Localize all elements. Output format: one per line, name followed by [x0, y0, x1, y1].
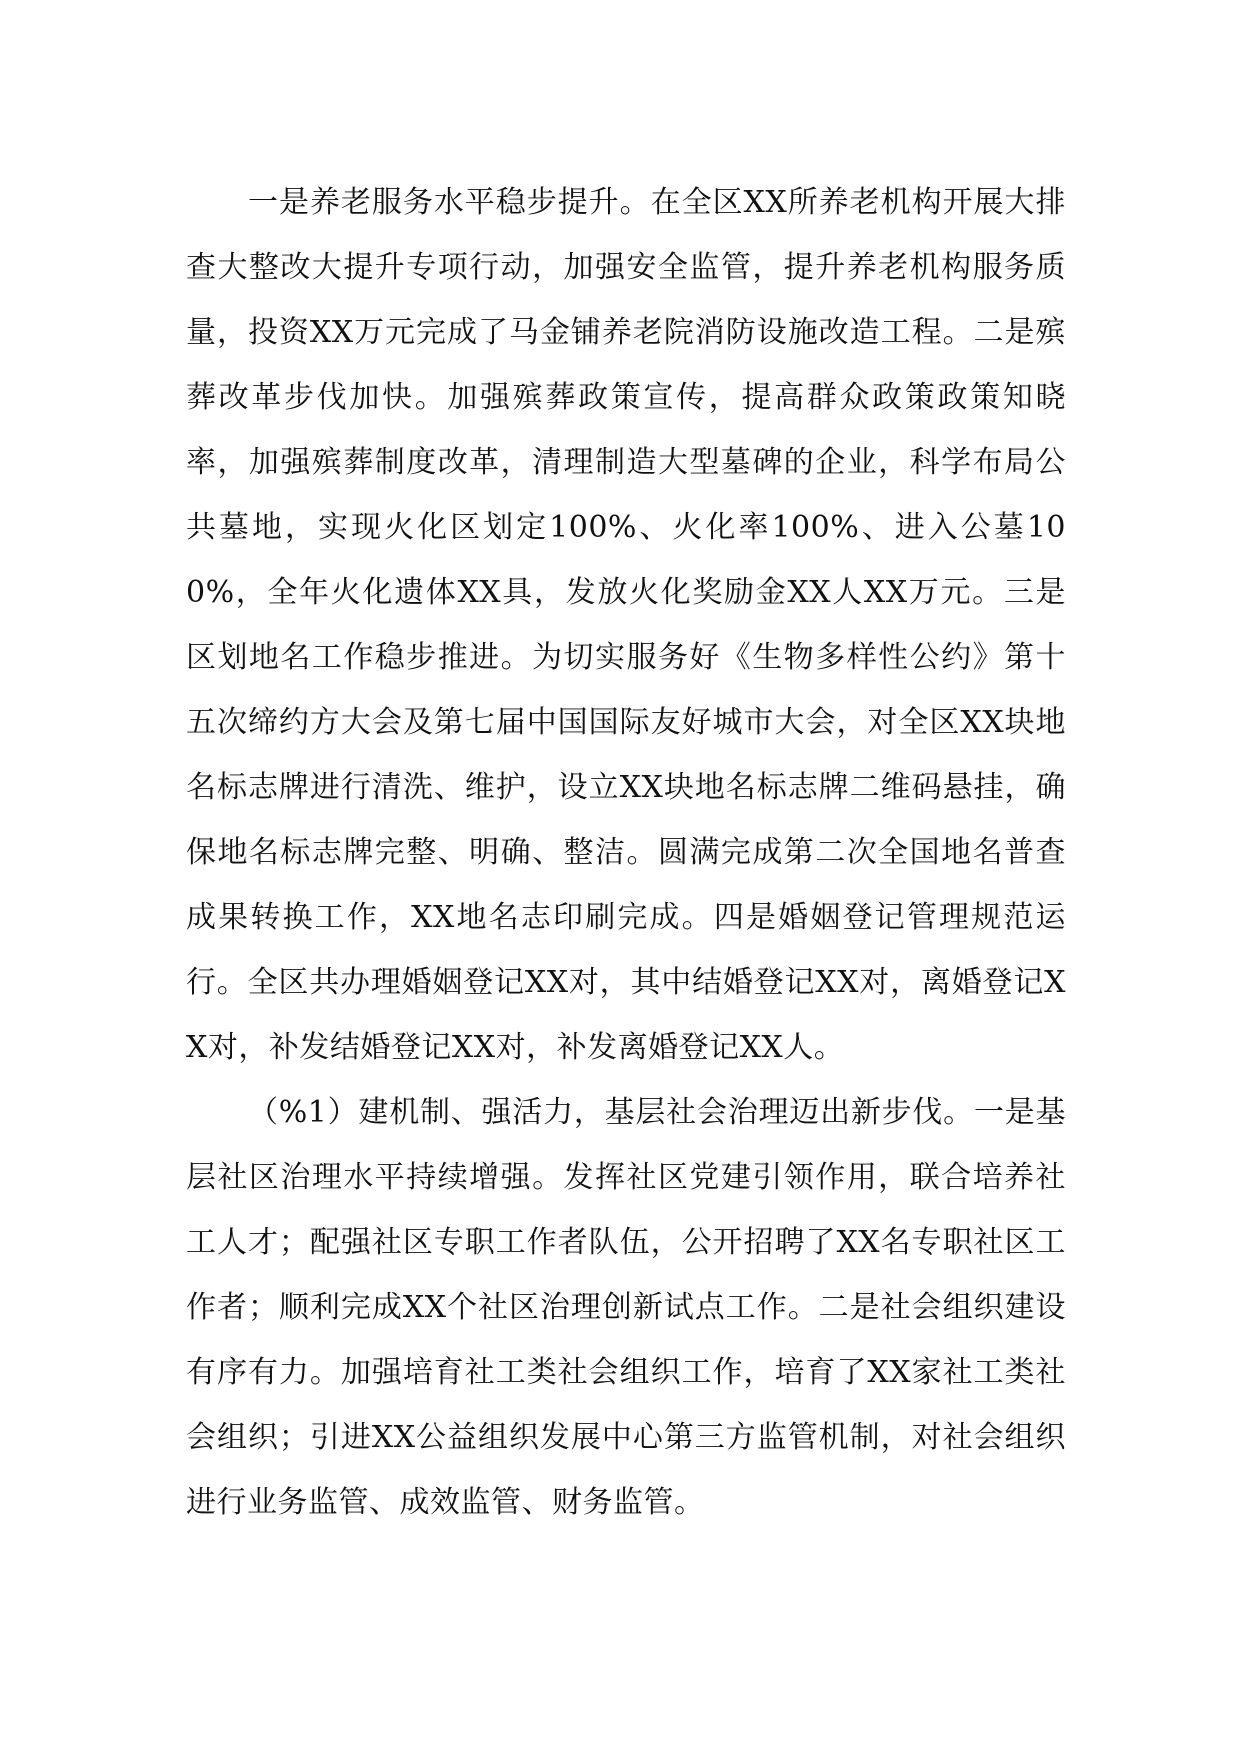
document-body	[186, 170, 1066, 1535]
paragraph-community-governance: （%1）建机制、强活力，基层社会治理迈出新步伐。一是基层社区治理水平持续增强。发挥社区党建引领作用，联合培养社工人才；配强社区专职工作者队伍，公开招聘了XX名专职社区工作者；顺利完成XX个社区治理创新试点工作。二是社会组织建设有序有力。加强培育社工类社会组织工作，培育了XX家社工类社会组织；引进XX公益组织发展中心第三方监管机制，对社会组织进行业务监管、成效监管、财务监管。	[186, 1095, 1066, 1520]
paragraph-civil-services: 一是养老服务水平稳步提升。在全区XX所养老机构开展大排查大整改大提升专项行动，加强安全监管，提升养老机构服务质量，投资XX万元完成了马金铺养老院消防设施改造工程。二是殡葬改革步伐加快。加强殡葬政策宣传，提高群众政策政策知晓率，加强殡葬制度改革，清理制造大型墓碑的企业，科学布局公共墓地，实现火化区划定100%、火化率100%、进入公墓100%，全年火化遗体XX具，发放火化奖励金XX人XX万元。三是区划地名工作稳步推进。为切实服务好《生物多样性公约》第十五次缔约方大会及第七届中国国际友好城市大会，对全区XX块地名标志牌进行清洗、维护，设立XX块地名标志牌二维码悬挂，确保地名标志牌完整、明确、整洁。圆满完成第二次全国地名普查成果转换工作，XX地名志印刷完成。四是婚姻登记管理规范运行。全区共办理婚姻登记XX对，其中结婚登记XX对，离婚登记XX对，补发结婚登记XX对，补发离婚登记XX人。	[186, 185, 1066, 1065]
